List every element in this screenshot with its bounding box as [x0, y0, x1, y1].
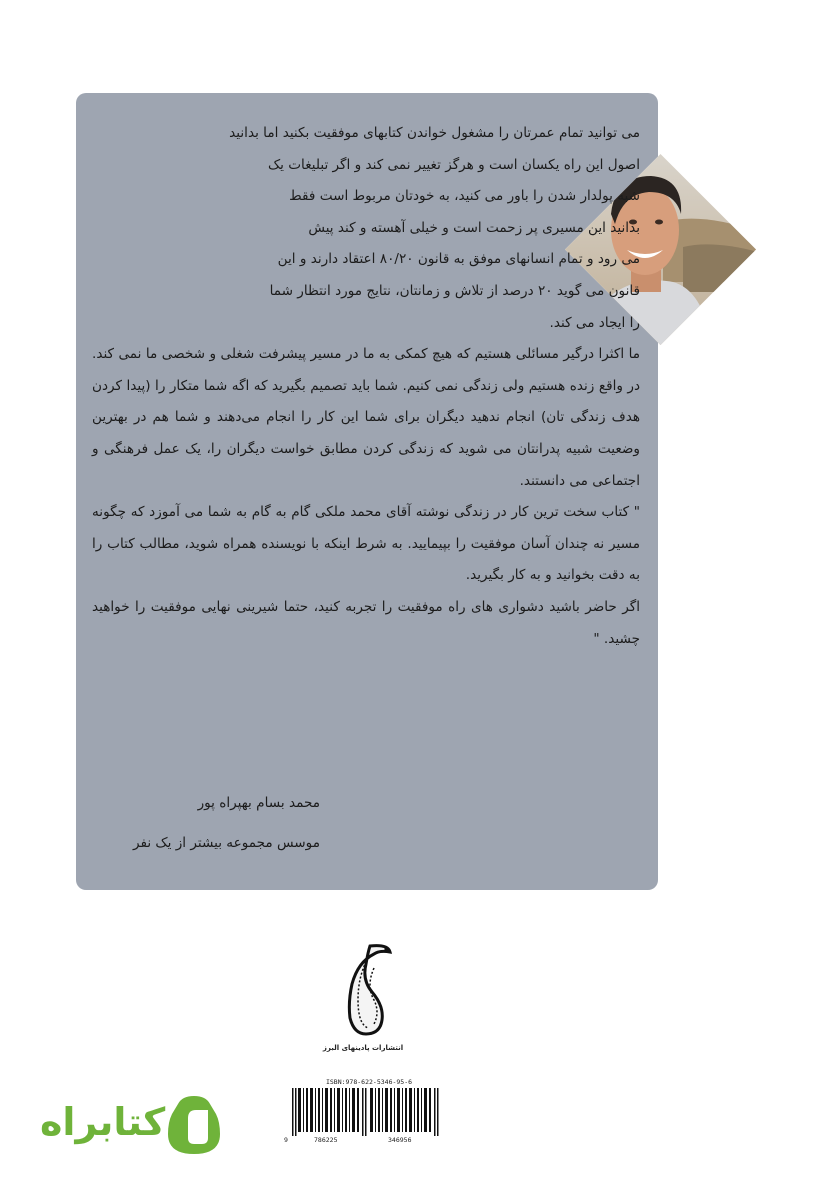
intro-paragraph	[92, 118, 640, 339]
quote-paragraph: " کتاب سخت ترین کار در زندگی نوشته آقای محمد ملکی گام به گام به شما می آموزد که چگونه مسیر نه چندان آسان موفقیت را بپیمایید. به شرط اینکه با نویسنده همراه شوید، مطالب کتاب را به دقت بخوانید و به کار بگیرید.	[92, 504, 640, 584]
intro-line: می رود و تمام انسانهای موفق به قانون ۸۰/۲۰ اعتقاد دارند و این	[277, 251, 640, 268]
publisher-caption: انتشارات پادینهای البرز	[322, 1044, 404, 1052]
intro-line: قانون می گوید ۲۰ درصد از تلاش و زمانتان، نتایج مورد انتظار شما	[269, 282, 640, 299]
body-paragraph: ما اکثرا درگیر مسائلی هستیم که هیچ کمکی به ما در مسیر پیشرفت شغلی و شخصی ما نمی کند. در واقع زنده هستیم ولی زندگی نمی کنیم. شما باید تصمیم بگیرید که اگه شما متکار را (پیدا کردن هدف زندگی تان) انجام ندهید دیگران برای شما این کار را انجام می‌دهند و شما هم در بهترین وضعیت شبیه پدرانتان می شوید که زندگی کردن مطابق خواست دیگران را، یک عمل فرهنگی و اجتماعی می دانستند.	[92, 346, 640, 489]
intro-line: بدانید این مسیری پر زحمت است و خیلی آهسته و کند پیش	[308, 219, 640, 236]
intro-line: اصول این راه یکسان است و هرگز تغییر نمی کند و اگر تبلیغات یک	[267, 156, 640, 173]
publisher-logo	[328, 940, 398, 1040]
intro-line: شبه پولدار شدن را باور می کنید، به خودتان مربوط است فقط	[289, 188, 640, 205]
ketabrah-logo	[40, 1094, 220, 1158]
barcode-digits-mid: 786225	[314, 1136, 338, 1144]
signature-name: محمد بسام بهپراه پور	[197, 795, 320, 811]
back-cover-text	[92, 118, 640, 655]
quote-paragraph-end: اگر حاضر باشید دشواری های راه موفقیت را تجربه کنید، حتما شیرینی نهایی موفقیت را خواهید چشید. "	[92, 598, 640, 647]
intro-line: می توانید تمام عمرتان را مشغول خواندن کتابهای موفقیت بکنید اما بدانید	[229, 125, 640, 141]
signature-title: موسس مجموعه بیشتر از یک نفر	[132, 835, 320, 851]
isbn-text: ISBN:978-622-5346-95-6	[325, 1078, 413, 1086]
barcode-bars	[284, 1088, 454, 1136]
brand-name: کتابراه	[40, 1100, 166, 1144]
bookmark-icon	[168, 1094, 220, 1156]
intro-line: را ایجاد می کند.	[549, 314, 640, 331]
barcode-digit-left: 9	[284, 1136, 288, 1144]
barcode-digits-right: 346956	[388, 1136, 412, 1144]
barcode	[284, 1078, 454, 1158]
